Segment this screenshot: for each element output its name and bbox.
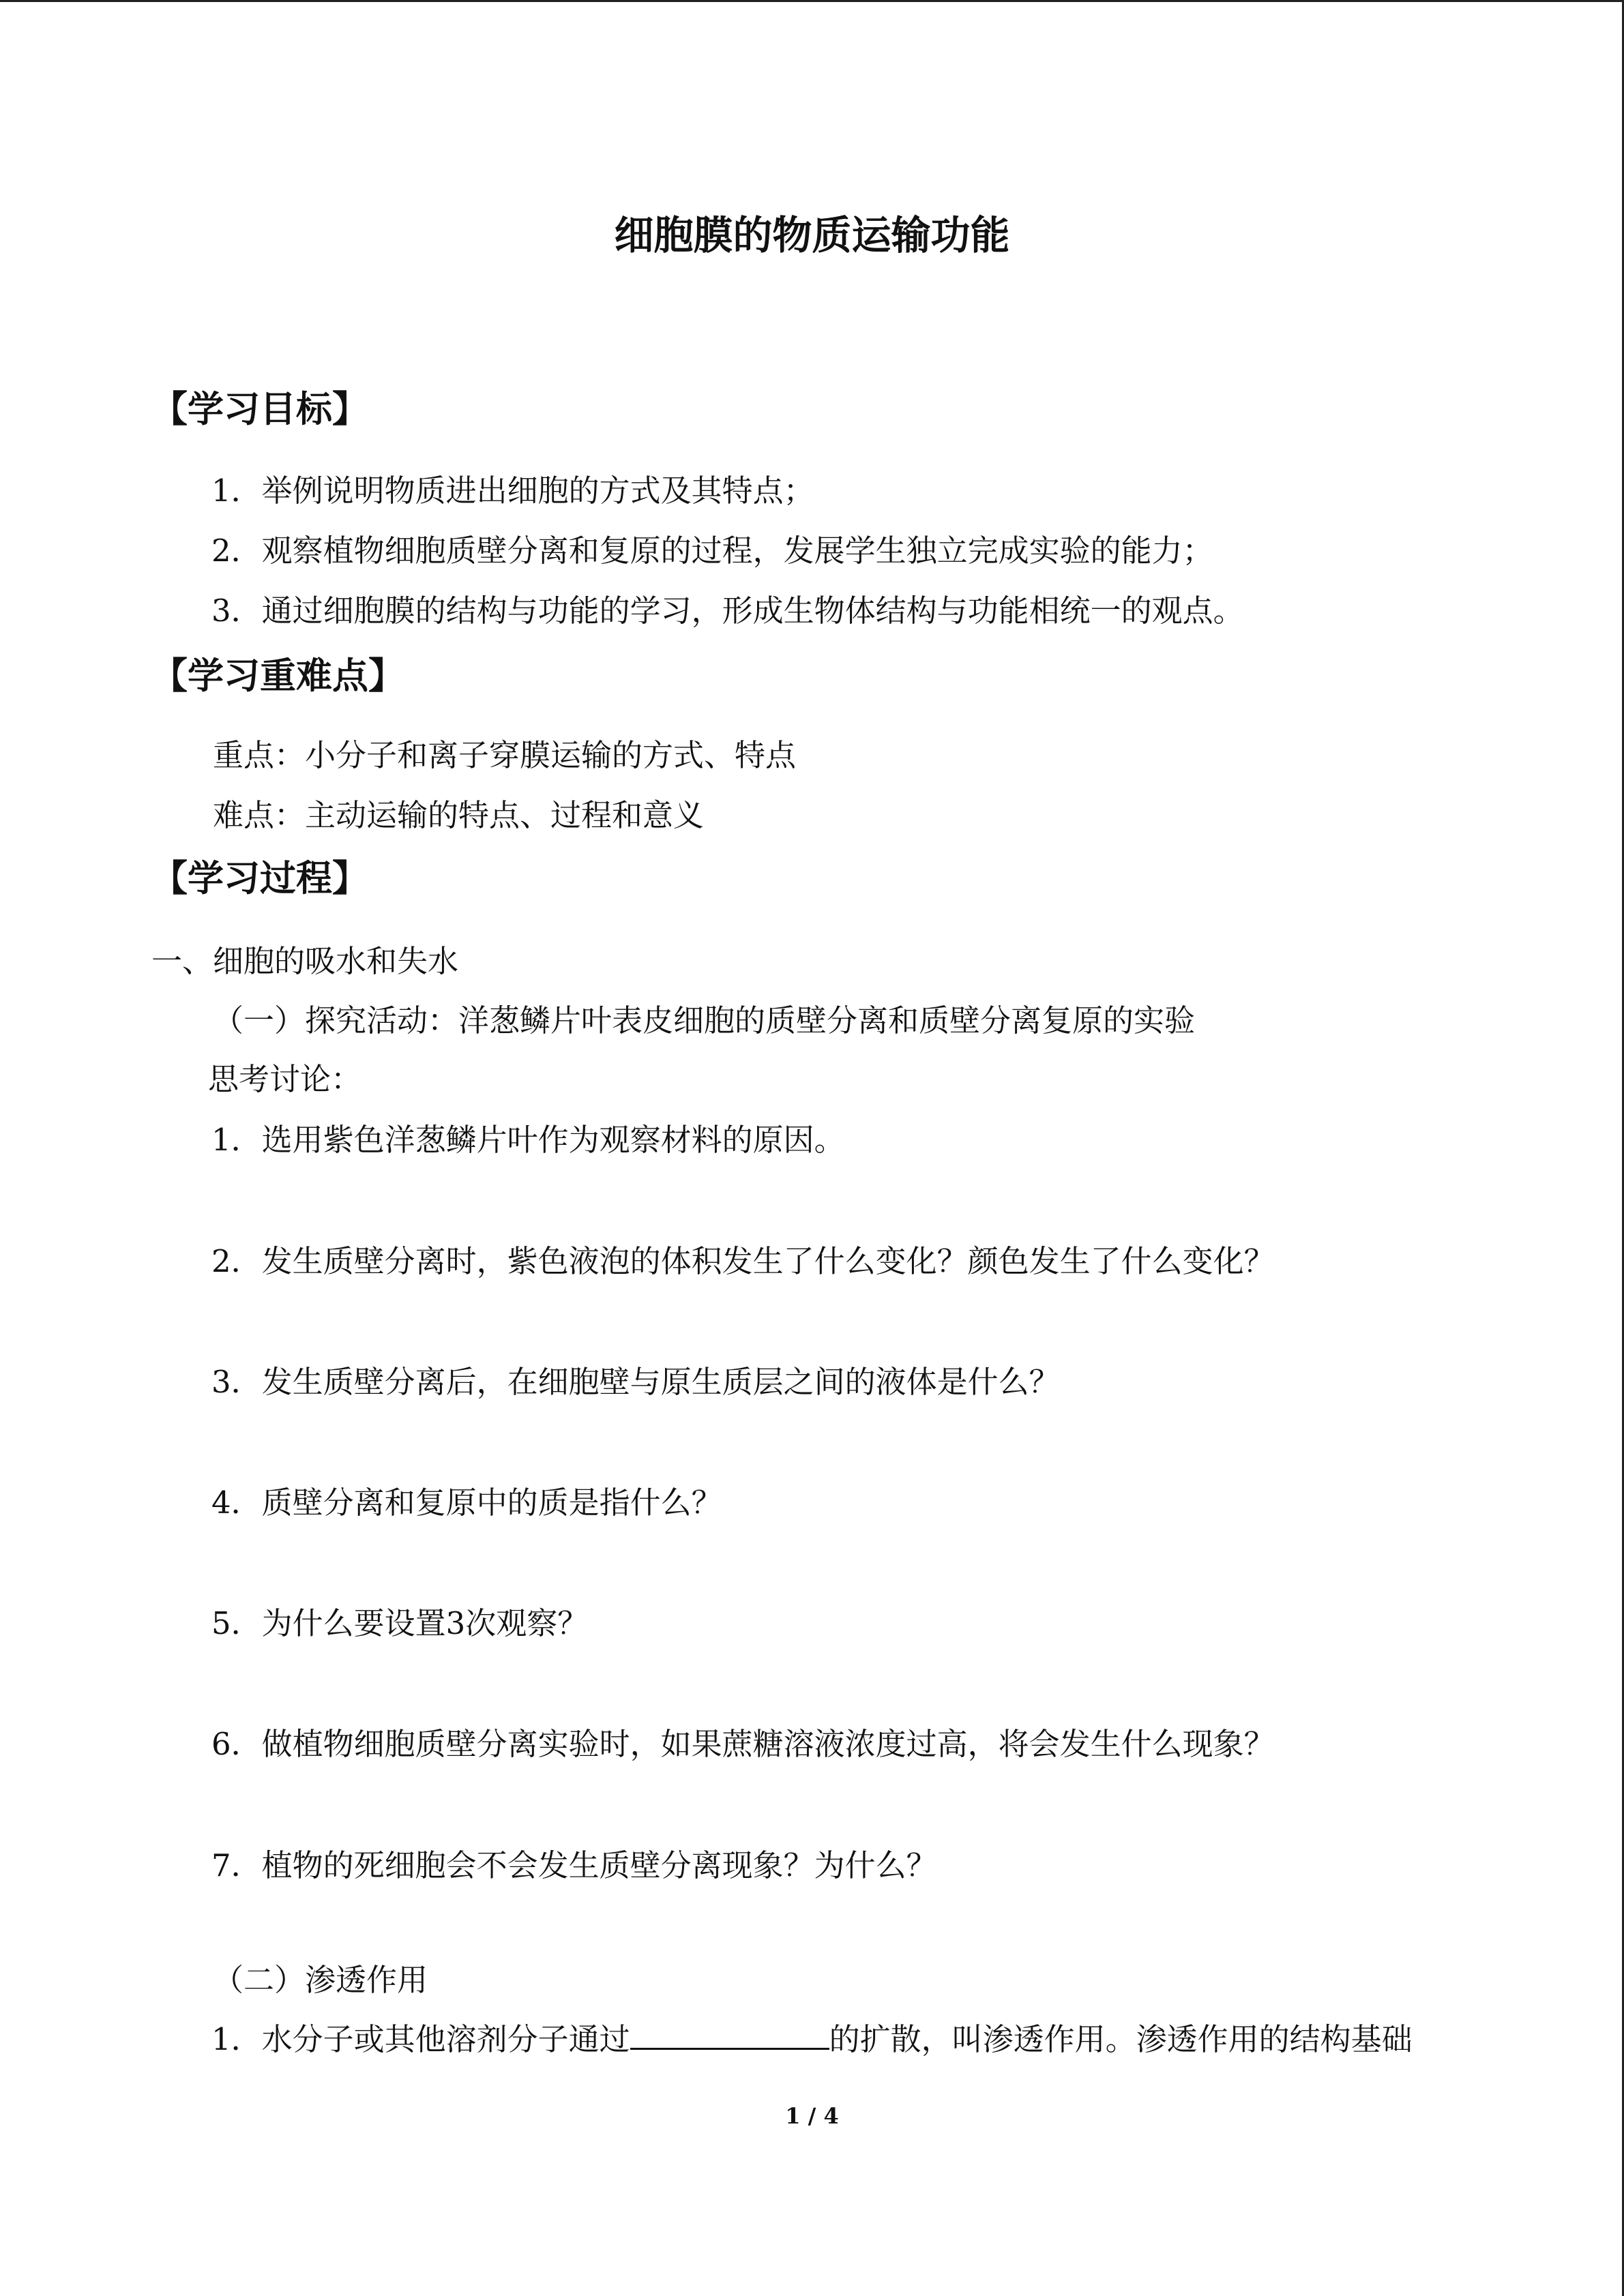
question-1: 1．选用紫色洋葱鳞片叶作为观察材料的原因。 [211,1122,845,1158]
question-5: 5．为什么要设置3次观察？ [211,1605,589,1641]
objective-item-3: 3．通过细胞膜的结构与功能的学习，形成生物体结构与功能相统一的观点。 [211,593,1244,629]
activity-heading: （一）探究活动：洋葱鳞片叶表皮细胞的质壁分离和质壁分离复原的实验 [213,1002,1196,1039]
key-points-heading: 【学习重难点】 [151,655,404,697]
page-number: 1 / 4 [785,2103,839,2129]
document-title: 细胞膜的物质运输功能 [614,212,1010,258]
objectives-heading: 【学习目标】 [151,389,368,430]
question-6: 6．做植物细胞质壁分离实验时，如果蔗糖溶液浓度过高，将会发生什么现象？ [211,1726,1275,1762]
osmosis-text-before-blank: 1．水分子或其他溶剂分子通过 [211,2021,630,2057]
osmosis-text-after-blank: 的扩散，叫渗透作用。渗透作用的结构基础 [829,2021,1413,2057]
process-heading: 【学习过程】 [151,858,368,899]
part1-heading: 一、细胞的吸水和失水 [151,943,459,979]
question-2: 2．发生质壁分离时，紫色液泡的体积发生了什么变化？颜色发生了什么变化？ [211,1243,1275,1279]
objective-item-1: 1．举例说明物质进出细胞的方式及其特点； [211,473,814,509]
key-point-text: 重点：小分子和离子穿膜运输的方式、特点 [213,737,797,773]
question-4: 4．质壁分离和复原中的质是指什么？ [211,1485,722,1521]
osmosis-heading: （二）渗透作用 [213,1962,428,1998]
fill-in-blank[interactable] [630,2019,829,2050]
question-7: 7．植物的死细胞会不会发生质壁分离现象？为什么？ [211,1847,937,1883]
objective-item-2: 2．观察植物细胞质壁分离和复原的过程，发展学生独立完成实验的能力； [211,533,1213,569]
top-border-rule [0,0,1624,2]
question-3: 3．发生质壁分离后，在细胞壁与原生质层之间的液体是什么？ [211,1364,1060,1400]
discussion-label: 思考讨论： [208,1061,362,1097]
difficulty-text: 难点：主动运输的特点、过程和意义 [213,797,705,833]
osmosis-question-1 [211,2019,1413,2060]
